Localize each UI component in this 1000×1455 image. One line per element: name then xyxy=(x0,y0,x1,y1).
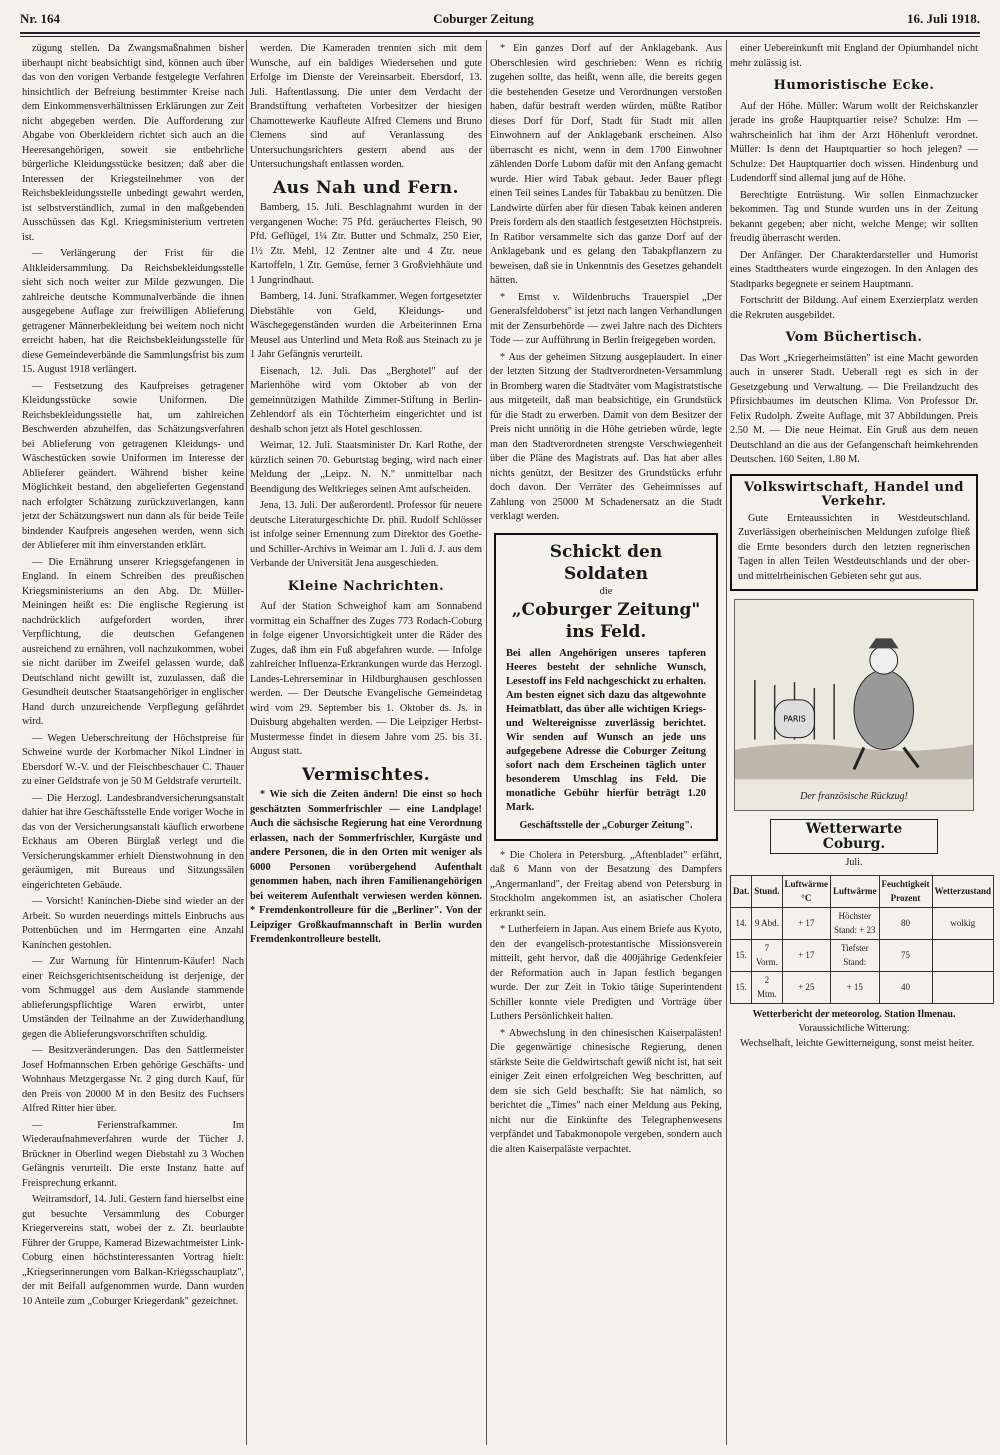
cell: 9 Abd. xyxy=(752,907,782,939)
article-paragraph: * Aus der geheimen Sitzung ausgeplaudert. In einer der letzten Sitzung der Stadtverordneten-Versammlung in Bromberg waren die Stadtväter vom Magistratstische aus mitgeteilt, daß man beabsichtige, ein Grundstück für die Stadt zu erwerben. Damit von dem Besitzer der Preis nicht unnötig in die Höhe getrieben würde, legte man den Stadtverordneten strengste Verschwiegenheit über die Pläne des Magistrats auf. Das hat aber alles nichts genützt, der Besitzer des Grundstücks erfuhr doch davon. Der Verräter des Geheimnisses auf Zahlung von 25000 M Schadenersatz an die Stadt verklagt werden. xyxy=(490,351,722,522)
article-paragraph: * Wie sich die Zeiten ändern! Die einst so hoch geschätzten Sommerfrischler — eine Landplage! Auch die sächsische Regierung hat eine Verordnung erlassen, nach der Sommerfrischler, Kurgäste und andere Personen, die in den Orten mit weniger als 6000 Personen vorübergehend Aufenthalt genommen haben, nach ihren Familienangehörigen bei weiterem Aufenthalt verwiesen werden können. * Fremdenkontrolleure für die „Berliner". Von der Leipziger Großkaufmannschaft in Berlin wurden Fremdenkontrolleure bestellt. xyxy=(250,789,482,945)
ad-body: Bei allen Angehörigen unseres tapferen Heeres besteht der sehnliche Wunsch, Lesestoff ins Feld nachgeschickt zu erhalten. Am besten eignet sich dazu das altgewohnte Heimatblatt, das über alle wichtigen Kriegs- und Weltereignisse zuverlässig berichtet. Wir senden auf Wunsch an jede uns aufgegebene Adresse die Coburger Zeitung sofort nach dem Erscheinen täglich unter besonderem Umschlag ins Feld. Die monatliche Gebühr hierfür beträgt 1.20 Mark. xyxy=(506,647,706,813)
newspaper-title: Coburger Zeitung xyxy=(433,11,534,26)
issue-date: 16. Juli 1918. xyxy=(907,11,980,26)
table-row xyxy=(731,907,994,939)
table-row xyxy=(731,939,994,971)
article-paragraph: * Die Cholera in Petersburg. „Aftenbladet" erfährt, daß 6 Mann von der Besatzung des Dampfers „Angermanland", der Freitag abend von Petersburg in Stockholm angekommen ist, an asiatischer Cholera erkrankt sein. xyxy=(490,849,722,919)
ad-headline-end: ins Feld. xyxy=(565,621,647,642)
weather-report: Wechselhaft, leichte Gewitterneigung, sonst meist heiter. xyxy=(740,1037,975,1049)
cell: wolkig xyxy=(932,907,994,939)
column-4 xyxy=(730,42,992,1442)
ad-headline: Schickt den Soldaten xyxy=(549,541,663,584)
weather-station-title: Wetterwarte Coburg. xyxy=(770,819,938,854)
ad-footer: Geschäftsstelle der „Coburger Zeitung". xyxy=(519,819,693,831)
cell: 40 xyxy=(879,971,932,1003)
cell: + 17 xyxy=(782,907,831,939)
article-paragraph: — Vorsicht! Kaninchen-Diebe sind wieder an der Arbeit. So wurden neuerdings mittels Einbruchs aus Pottenbüchen und im Herrngarten eine Anzahl Kaninchen gestohlen. xyxy=(22,896,244,951)
weather-table xyxy=(730,875,994,1004)
article-paragraph: — Die Herzogl. Landesbrandversicherungsanstalt dahier hat ihre Geschäftsstelle Ende voriger Woche in das von der Versicherungsanstalt käuflich erworbene Eckhaus am Oberen Bürglaß verlegt und die Versicherungskammer erhielt Dienstwohnung in den geräumigen, mit Bureaus und Sitzungssälen eingerichteten Gebäude. xyxy=(22,792,244,891)
article-paragraph: Bamberg, 15. Juli. Beschlagnahmt wurden in der vergangenen Woche: 75 Pfd. geräuchertes Fleisch, 90 Pfd. Geflügel, 1¼ Ztr. Butter und Schmalz, 250 Eier, 1½ Ztr. Mehl, 12 Zentner alte und 4 Ztr. neue Kartoffeln, 1 Ztr. Gemüse, ferner 3 Großviehhäute und 1 Jungrindhaut. xyxy=(250,202,482,286)
section-heading-volkswirtschaft: Volkswirtschaft, Handel und Verkehr. xyxy=(743,479,965,509)
cell xyxy=(932,939,994,971)
article-paragraph: * Lutherfeiern in Japan. Aus einem Briefe aus Kyoto, den der evangelisch-protestantische Missionsverein mitteilt, geht hervor, daß die 400jährige Gedenkfeier der Reformation auch in Japan festlich begangen wurde. Der zur Zeit in Tokio tätige Superintendent Schiller konnte viele Predigten und Vorträge über Luthers Persönlichkeit halten. xyxy=(490,924,722,1022)
cell: 7 Vorm. xyxy=(752,939,782,971)
cell: Höchster Stand: + 23 xyxy=(831,907,880,939)
column-3 xyxy=(490,42,722,1442)
header-condition: Wetterzustand xyxy=(932,875,994,907)
cell: 75 xyxy=(879,939,932,971)
article-paragraph: Der Anfänger. Der Charakterdarsteller und Humorist eines Stadttheaters wurde eingezogen. In den Anlagen des Stadtparks begegnete er seinem Hauptmann. xyxy=(730,249,978,290)
article-paragraph: Fortschritt der Bildung. Auf einem Exerzierplatz werden die Rekruten ausgebildet. xyxy=(730,295,978,321)
header-date: Dat. xyxy=(731,875,752,907)
issue-number: Nr. 164 xyxy=(20,11,60,26)
economy-box xyxy=(730,474,978,592)
cartoon-drawing xyxy=(735,600,973,780)
article-paragraph: — Verlängerung der Frist für die Altkleidersammlung. Da Reichsbekleidungsstelle sieht sich noch weiter zur Milde gezwungen. Die zahlreiche deutsche Kommunalverbände die ihnen ausgegebene Auflage zur freiwilligen Ablieferung getragener Männerbekleidung bei weitem noch nicht erreicht haben, hat die Reichsbekleidungsstelle für diese Gemeindeverbände die Sammlungsfrist bis zum 15. August 1918 verlängert. xyxy=(22,248,244,375)
header-rule-thin xyxy=(20,36,980,37)
column-2 xyxy=(250,42,482,1442)
article-paragraph: werden. Die Kameraden trennten sich mit dem Wunsche, auf ein baldiges Wiedersehen und gute Erfolge im Dienste der Vereinsarbeit. Ebersdorf, 13. Juli. Haftentlassung. Die unter dem Verdacht der Brandstiftung verhafteten Vorbesitzer der hiesigen Chamottewerke Kaufleute Alfred Clemens und Bruno Clemens sind auf Veranlassung des Untersuchungsrichters gestern abend aus der Untersuchungshaft entlassen worden. xyxy=(250,43,482,170)
milestone-sign: PARIS xyxy=(783,714,806,724)
column-1 xyxy=(22,42,244,1442)
header-temp-extreme: Luftwärme xyxy=(831,875,880,907)
ad-paper-name: „Coburger Zeitung" xyxy=(511,599,701,620)
article-paragraph: * Ein ganzes Dorf auf der Anklagebank. Aus Oberschlesien wird geschrieben: Wenn es richtig zugehen sollte, das heißt, wenn alle, die bereits gegen die bestehenden Gesetze und Verordnungen verstoßen haben, dafür bestraft werden würden, müßte Ratibor dieses Dorf für Dorf, Stadt für Stadt mit allen Einwohnern auf der Anklagebank erscheinen. Also überrascht es nicht, wenn in dem 1700 Einwohner zählenden Dorfe Lubom dafür mit den Anfang gemacht wurde. Hier wird Tabak gebaut. Jeder Bauer pflegt einen Teil seines Landes für Tabakbau zu benützen. Die Landwirte dürfen aber für diesen Tabak keinen anderen Preis fordern als den staatlich festgesetzten Höchstpreis. In Ratibor versammelte sich das ganze Dorf auf der Anklagebank und es gelang den Tabakpflanzern zu beweisen, daß sie in Unkenntnis des Gesetzes gehandelt hätten. xyxy=(490,43,722,286)
table-row xyxy=(731,971,994,1003)
cell: + 15 xyxy=(831,971,880,1003)
article-paragraph: Weitramsdorf, 14. Juli. Gestern fand hierselbst eine gut besuchte Versammlung des Coburger Kriegervereins statt, wobei der z. Zt. beurlaubte Führer der Gruppe, Kamerad Bizewachtmeister Link-Coburg einen höchstinteressanten Vortrag hielt: „Kriegserinnerungen vom Balkan-Kriegsschauplatz", der mit Beifall aufgenommen wurde. Dann wurden 10 Anteile zum „Coburger Kriegerdank" gezeichnet. xyxy=(22,1194,244,1307)
cell: 15. xyxy=(731,971,752,1003)
article-paragraph: Berechtigte Entrüstung. Wir sollen Einmachzucker bekommen. Tag und Stunde wurden uns in der Zeitung bekannt gegeben; aber nicht, welche Menge; wir sollten freudig überrascht werden. xyxy=(730,189,978,244)
header-temp: Luftwärme °C xyxy=(782,875,831,907)
article-paragraph: * Abwechslung in den chinesischen Kaiserpalästen! Die gegenwärtige chinesische Regierung, denen stärkste Seite die Geldwirtschaft gewiß nicht ist, hat seit einiger Zeit einen erfolgreichen Weg beschritten, auf dem sie sich Geld beschafft: Sie hat nämlich, so berichtet die „Times" nach einer Meldung aus Peking, nicht nur die Einkünfte des Telegraphenwesens verpfändet und Tabakmonopole vergeben, sondern auch die alten Kaiserpaläste verpachtet. xyxy=(490,1027,722,1155)
column-divider xyxy=(726,40,727,1445)
cartoon-illustration xyxy=(734,599,974,811)
section-heading-humor: Humoristische Ecke. xyxy=(773,78,935,93)
header-hour: Stund. xyxy=(752,875,782,907)
ad-headline-connector: die xyxy=(599,585,613,597)
weather-table-header xyxy=(731,875,994,907)
article-paragraph: — Ferienstrafkammer. Im Wiederaufnahmeverfahren wurde der Tücher J. Brückner in Oberlind wegen Diebstahl zu 3 Wochen Gefängnis verurteilt. Die erste Instanz hatte auf Freisprechung erkannt. xyxy=(22,1119,244,1189)
article-paragraph: * Ernst v. Wildenbruchs Trauerspiel „Der Generalsfeldoberst" ist jetzt nach langen Verhandlungen mit der Zensurbehörde — zwei Jahre nach des Dichters Tode — zur Aufführung in Berlin freigegeben worden. xyxy=(490,291,722,346)
article-paragraph: Bamberg, 14. Juni. Strafkammer. Wegen fortgesetzter Diebstähle von Geld, Kleidungs- und Wäschegegenständen wurden die Arbeiterinnen Erna Meusel aus Unterlind und Meta Roß aus Steinach zu je 1 Jahr Gefängnis verurteilt. xyxy=(250,291,482,360)
cell: 2 Mtm. xyxy=(752,971,782,1003)
cartoon-caption: Der französische Rückzug! xyxy=(800,790,908,802)
article-paragraph: Auf der Höhe. Müller: Warum wollt der Reichskanzler jerade ins große Hauptquartier reise? Schulze: Hm — wahrscheinlich hat ihm der Arzt Höhenluft verordnet. Müller: Is denn det Hauptquartier so hoch jelegen? — Schulze: Det Hauptquartier doch wissen. Hindenburg und Ludendorff sind allemal jung auf de Höhe. xyxy=(730,100,978,184)
article-paragraph: Das Wort „Kriegerheimstätten" ist eine Macht geworden auch in unserer Stadt. Ueberall regt es sich in der Gesetzgebung und Verwaltung. — Die Freilandzucht des Pfirsichbaumes im deutschen Klima. Von Professor Dr. Felix Rudolph. Zweite Auflage, mit 37 Abbildungen. Preis 2.50 M. — Die neue Heimat. Ein Gruß aus dem neuen Deutschland an die aus der Gefangenschaft heimkehrenden Deutschen. 160 Seiten, 1.80 M. xyxy=(730,352,978,465)
section-heading-vermischtes: Vermischtes. xyxy=(301,764,431,785)
header-humidity: Feuchtigkeit Prozent xyxy=(879,875,932,907)
article-paragraph: — Wegen Ueberschreitung der Höchstpreise für Schweine wurde der Korbmacher Nikol Lindner in Ebersdorf W.-V. und der Fleischbeschauer C. Thauer zu einer Geldstrafe von je 50 M Geldstrafe verurteilt. xyxy=(22,732,244,787)
article-paragraph: Gute Ernteaussichten in Westdeutschland. Zuverlässigen oberheinischen Meldungen zufolge fließ die Ernte besonders durch den letzten regnerischen Tagen in allen Teilen Westdeutschlands und der ober- und mittelrheinischen Gebieten sehr gut aus. xyxy=(738,512,970,582)
article-paragraph: — Besitzveränderungen. Das den Sattlermeister Josef Hofmannschen Erben gehörige Geschäfts- und Wohnhaus Metzgergasse Nr. 2 ging durch Kauf, für den Preis von 20000 M in den Besitz des Fuchsers Alfred Ritter hier über. xyxy=(22,1045,244,1114)
cell: Tiefster Stand: xyxy=(831,939,880,971)
cell: 80 xyxy=(879,907,932,939)
weather-report-title: Wetterbericht der meteorolog. Station Ilmenau. xyxy=(752,1008,956,1020)
masthead xyxy=(20,8,980,30)
article-paragraph: Auf der Station Schweighof kam am Sonnabend vormittag ein Schaffner des Zuges 773 Rodach-Coburg in folge eigener Unvorsichtigkeit unter die Räder des Zuges, daß ihm ein Fuß abgefahren wurde. — Infolge zahlreicher Influenza-Erkrankungen wurde das Herzogl. Landes-Lehrerseminar in Hildburghausen geschlossen werden. — Der Deutsche Evangelische Gemeindetag wird vom 29. September bis 1. Oktober ds. Js. in Duisburg abgehalten werden. — Die Leipziger Herbst-Mustermesse findet in diesem Jahre vom 25. bis 31. August statt. xyxy=(250,601,482,757)
header-rule xyxy=(20,32,980,34)
cell xyxy=(932,971,994,1003)
cell: 15. xyxy=(731,939,752,971)
article-paragraph: — Die Ernährung unserer Kriegsgefangenen in England. In einem Schreiben des preußischen Kriegsministeriums an den Abg. Dr. Müller-Meiningen heißt es: Die englische Regierung ist nachdrücklich aufgefordert worden, ihrer Verpflichtung, die deutschen Gefangenen ausreichend zu ernähren, voll nachzukommen, wobei sie nicht darüber im Zweifel gelassen wurde, daß Deutschland nicht gewillt ist, zuzulassen, daß die Gesundheit deutscher Staatsangehöriger in englischer Hand durch unzureichende Verpflegung gefährdet wird. xyxy=(22,556,244,727)
subscription-advertisement xyxy=(494,533,718,841)
article-paragraph: zügung stellen. Da Zwangsmaßnahmen bisher überhaupt nicht beabsichtigt sind, können auch über das von den vorigen Verbande festgelegte Verfahren hinsichtlich der Befreiung bestimmter Kreise nach dem Einkommensverhältnissen Erklärungen zur Zeit nicht abgegeben werden. Die Aufforderung zur Abgabe von Oberkleidern richtet sich auch an die Heeresangehörigen, soweit sie entbehrliche bürgerliche Kleidungsstücke besitzen; daß aber die Interessen der Kriegsteilnehmer von der Reichsbekleidungsstelle unbedingt gewahrt werden, ist selbstverständlich, zumal in den maßgebenden Ausschüssen das Kgl. Kriegsministerium vertreten ist. xyxy=(22,43,244,243)
cell: 14. xyxy=(731,907,752,939)
column-divider xyxy=(246,40,247,1445)
article-paragraph: Eisenach, 12. Juli. Das „Berghotel" auf der Marienhöhe wird vom Oktober ab von der gemeinnützigen Mathilde Zimmer-Stiftung in Berlin-Zehlendorf als ein Töchterheim eingerichtet und ist deshalb schon jetzt als Hotel geschlossen. xyxy=(250,365,482,435)
article-paragraph: einer Uebereinkunft mit England der Opiumhandel nicht mehr zulässig ist. xyxy=(730,43,978,69)
section-heading-buechertisch: Vom Büchertisch. xyxy=(785,330,923,345)
section-heading-kleine-nachrichten: Kleine Nachrichten. xyxy=(287,578,445,594)
weather-report-subtitle: Voraussichtliche Witterung: xyxy=(798,1023,910,1034)
column-divider xyxy=(486,40,487,1445)
article-paragraph: Jena, 13. Juli. Der außerordentl. Professor für neuere deutsche Literaturgeschichte Dr. phil. Rudolf Schlösser ist infolge seiner Ernennung zum Direktor des Goethe- und Schiller-Archivs in Weimar am 1. Juli d. J. aus dem Verbande der Universität Jena ausgeschieden. xyxy=(250,500,482,569)
section-heading-aus-nah-und-fern: Aus Nah und Fern. xyxy=(272,177,460,198)
article-paragraph: — Festsetzung des Kaufpreises getragener Kleidungsstücke sowie Uniformen. Die Reichsbekleidungsstelle hat, um zahlreichen Beschwerden abzuhelfen, das Schätzungsverfahren bei Ablieferung von getragenen Kleidungs- und Wäschestücken sowie Uniformen im Interesse der Ablieferer geändert. Während bisher keine Möglichkeit bestand, den abgelieferten Gegenstand nach erfolgter Schätzung zurückzuverlangen, kann jetzt der Schätzungswert nun dann als für beide Teile bindender Kaufpreis angesehen werden, wenn sich der Ablieferer mit ihm einverstanden erklärt. xyxy=(22,380,244,551)
cell: + 17 xyxy=(782,939,831,971)
article-paragraph: — Zur Warnung für Hintenrum-Käufer! Nach einer Reichsgerichtsentscheidung ist derjenige, der vom Schmuggel aus dem Auslande stammende ablieferungspflichtige Waren erwirbt, unter Umständen der Teilnahme an der Zuwiderhandlung gegen die Ablieferungsvorschriften schuldig. xyxy=(22,956,244,1040)
article-paragraph: Weimar, 12. Juli. Staatsminister Dr. Karl Rothe, der kürzlich seinen 70. Geburtstag beging, wird nach einer Meldung der „Leipz. N. N." unmittelbar nach Beendigung des Weltkrieges seinen Amt aufscheiden. xyxy=(250,440,482,495)
cell: + 25 xyxy=(782,971,831,1003)
weather-month: Juli. xyxy=(845,857,863,868)
